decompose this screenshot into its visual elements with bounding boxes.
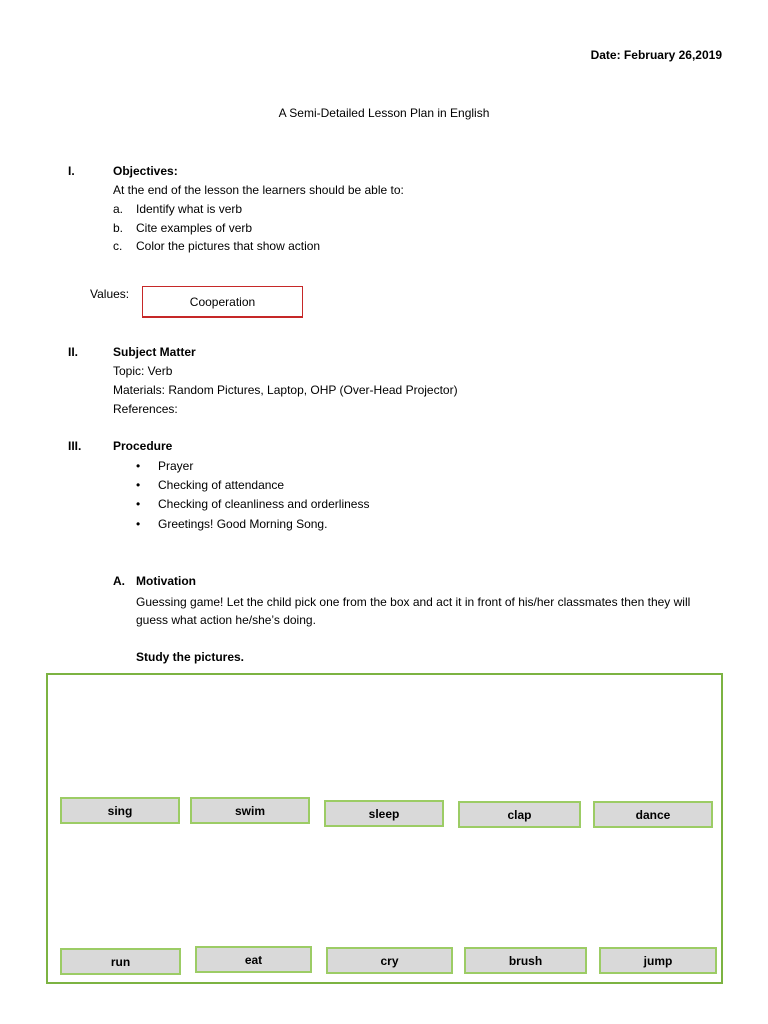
- objectives-numeral: I.: [68, 164, 75, 178]
- verb-chip: eat: [195, 946, 312, 973]
- values-value: Cooperation: [189, 294, 256, 309]
- objectives-heading: Objectives:: [113, 164, 178, 178]
- bullet-dot: •: [136, 478, 141, 492]
- objective-letter: a.: [113, 202, 124, 216]
- verb-chip: run: [60, 948, 181, 975]
- subject-materials: Materials: Random Pictures, Laptop, OHP (Over-Head Projector): [113, 383, 458, 397]
- objective-text: Cite examples of verb: [136, 221, 253, 235]
- bullet-dot: •: [136, 459, 141, 473]
- verb-chip: clap: [458, 801, 581, 828]
- motivation-letter: A.: [113, 574, 125, 588]
- procedure-item: Prayer: [158, 459, 194, 473]
- pictures-box: [46, 673, 723, 984]
- objective-text: Color the pictures that show action: [136, 239, 321, 253]
- procedure-item: Checking of attendance: [158, 478, 285, 492]
- values-box: [142, 286, 303, 318]
- verb-chip: sleep: [324, 800, 444, 827]
- values-label: Values:: [90, 287, 130, 301]
- procedure-heading: Procedure: [113, 439, 173, 453]
- verb-chip: cry: [326, 947, 453, 974]
- page-title: A Semi-Detailed Lesson Plan in English: [278, 106, 490, 120]
- procedure-numeral: III.: [68, 439, 82, 453]
- subject-topic: Topic: Verb: [113, 364, 173, 378]
- verb-chip: sing: [60, 797, 180, 824]
- procedure-item: Greetings! Good Morning Song.: [158, 517, 328, 531]
- date-line: Date: February 26,2019: [590, 48, 722, 62]
- subject-heading: Subject Matter: [113, 345, 196, 359]
- objective-text: Identify what is verb: [136, 202, 243, 216]
- verb-chip: jump: [599, 947, 717, 974]
- verb-chip: dance: [593, 801, 713, 828]
- objective-letter: b.: [113, 221, 124, 235]
- procedure-item: Checking of cleanliness and orderliness: [158, 497, 370, 511]
- objective-letter: c.: [113, 239, 123, 253]
- subject-numeral: II.: [68, 345, 79, 359]
- bullet-dot: •: [136, 497, 141, 511]
- verb-chip: brush: [464, 947, 587, 974]
- study-instruction: Study the pictures.: [136, 650, 245, 664]
- bullet-dot: •: [136, 517, 141, 531]
- motivation-text: Guessing game! Let the child pick one from the box and act it in front of his/her classmates then they will guess what action he/she’s doing.: [136, 595, 691, 627]
- subject-references: References:: [113, 402, 178, 416]
- verb-chip: swim: [190, 797, 310, 824]
- motivation-heading: Motivation: [136, 574, 196, 588]
- objectives-intro: At the end of the lesson the learners should be able to:: [113, 183, 404, 197]
